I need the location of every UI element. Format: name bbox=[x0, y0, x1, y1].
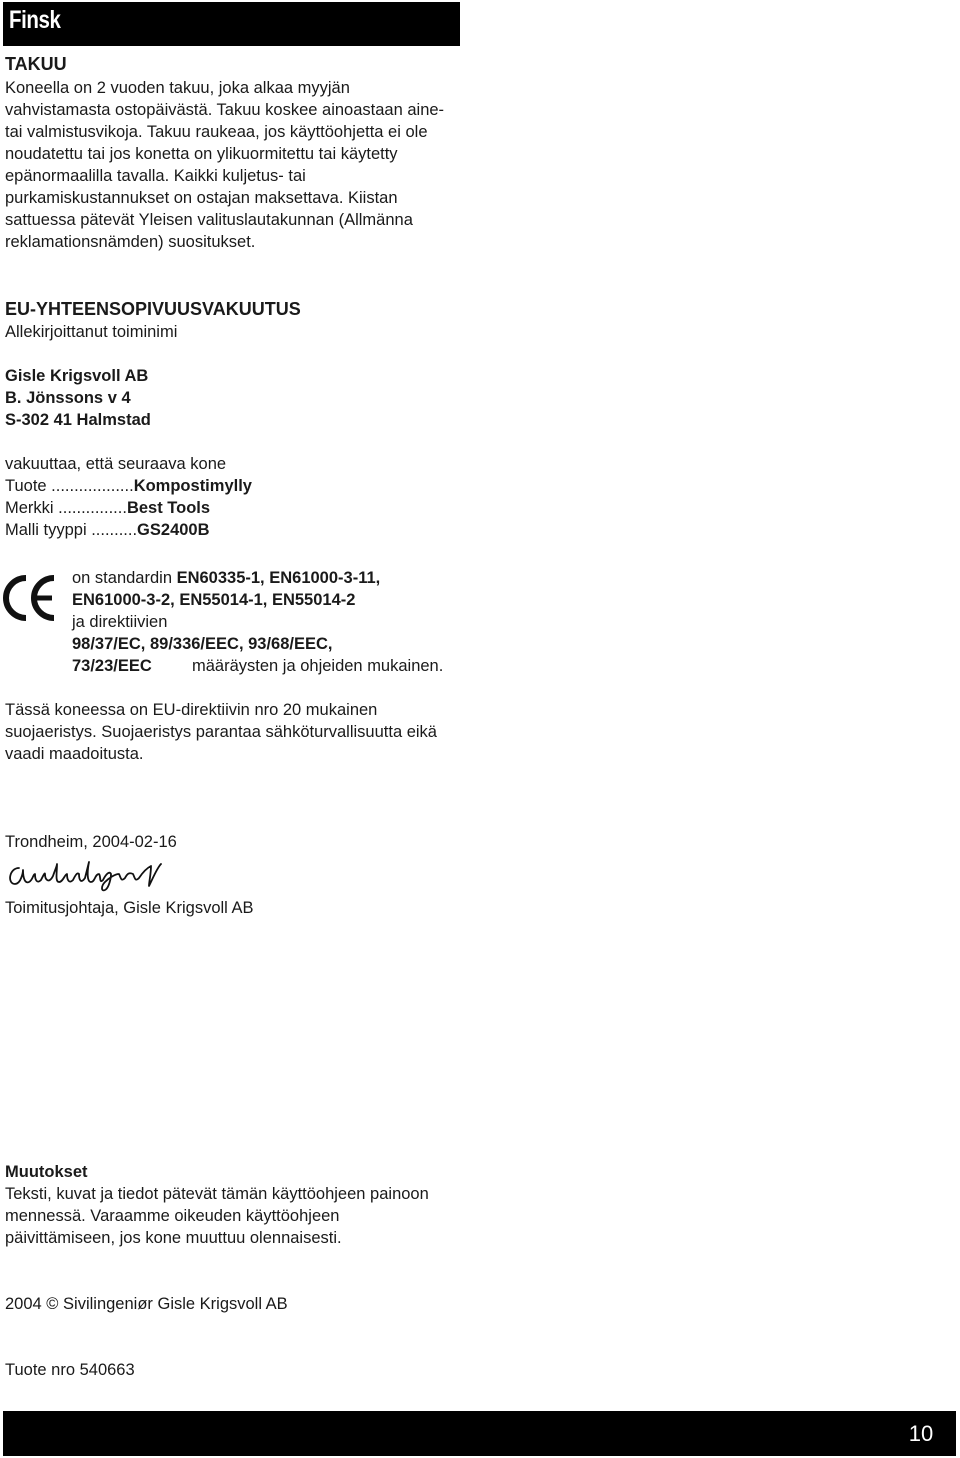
product-label: Tuote .................. bbox=[5, 477, 134, 495]
warranty-heading: TAKUU bbox=[5, 54, 67, 74]
copyright: 2004 © Sivilingeniør Gisle Krigsvoll AB bbox=[5, 1295, 288, 1313]
insulation-line: suojaeristys. Suojaeristys parantaa sähköturvallisuutta eikä bbox=[5, 723, 437, 741]
warranty-line: Koneella on 2 vuoden takuu, joka alkaa myyjän bbox=[5, 79, 350, 97]
page-language-title: Finsk bbox=[9, 6, 61, 34]
warranty-line: reklamationsnämden) suositukset. bbox=[5, 233, 256, 251]
model-value: GS2400B bbox=[137, 521, 210, 539]
warranty-line: noudatettu tai jos konetta on ylikuormitettu tai käytetty bbox=[5, 145, 398, 163]
directives-list-1: 98/37/EC, 89/336/EEC, 93/68/EEC, bbox=[72, 635, 333, 653]
warranty-line: vahvistamasta ostopäivästä. Takuu koskee ainoastaan aine- bbox=[5, 101, 445, 119]
directives-line-2 bbox=[72, 655, 443, 677]
warranty-line: epänormaalilla tavalla. Kaikki kuljetus- tai bbox=[5, 167, 306, 185]
company-address bbox=[5, 365, 151, 431]
declaration-intro: vakuuttaa, että seuraava kone bbox=[5, 455, 227, 473]
insulation-line: Tässä koneessa on EU-direktiivin nro 20 mukainen bbox=[5, 701, 378, 719]
warranty-line: purkamiskustannukset on ostajan maksettava. Kiistan bbox=[5, 189, 398, 207]
header-bar bbox=[3, 2, 460, 46]
standards-block bbox=[72, 567, 443, 677]
page-number: 10 bbox=[908, 1421, 934, 1446]
model-label: Malli tyyppi .......... bbox=[5, 521, 138, 539]
signer-title: Toimitusjohtaja, Gisle Krigsvoll AB bbox=[5, 899, 254, 917]
changes-heading: Muutokset bbox=[5, 1163, 88, 1181]
changes-text bbox=[5, 1183, 429, 1249]
product-number: Tuote nro 540663 bbox=[5, 1361, 135, 1379]
standards-list-1: EN60335-1, EN61000-3-11, bbox=[176, 569, 381, 587]
changes-line: Teksti, kuvat ja tiedot pätevät tämän käyttöohjeen painoon bbox=[5, 1185, 429, 1203]
changes-line: mennessä. Varaamme oikeuden käyttöohjeen bbox=[5, 1207, 340, 1225]
insulation-text bbox=[5, 699, 437, 765]
brand-value: Best Tools bbox=[126, 499, 211, 517]
insulation-line: vaadi maadoitusta. bbox=[5, 745, 144, 763]
directives-label: ja direktiivien bbox=[72, 613, 168, 631]
product-value: Kompostimylly bbox=[133, 477, 252, 495]
machine-details bbox=[5, 453, 252, 541]
footer-bar bbox=[3, 1411, 956, 1456]
declaration-subtitle: Allekirjoittanut toiminimi bbox=[5, 323, 178, 341]
model-row bbox=[5, 519, 252, 541]
standards-prefix: on standardin bbox=[72, 569, 177, 587]
standards-line-1 bbox=[72, 567, 443, 589]
warranty-line: tai valmistusvikoja. Takuu raukeaa, jos käyttöohjetta ei ole bbox=[5, 123, 428, 141]
ce-mark-icon bbox=[2, 572, 58, 624]
company-street: B. Jönssons v 4 bbox=[5, 389, 131, 407]
place-date: Trondheim, 2004-02-16 bbox=[5, 833, 177, 851]
signature-icon bbox=[5, 858, 165, 892]
declaration-heading: EU-YHTEENSOPIVUUSVAKUUTUS bbox=[5, 299, 301, 319]
company-city: S-302 41 Halmstad bbox=[5, 411, 151, 429]
company-name: Gisle Krigsvoll AB bbox=[5, 367, 149, 385]
changes-line: päivittämiseen, jos kone muuttuu olennaisesti. bbox=[5, 1229, 342, 1247]
warranty-line: sattuessa pätevät Yleisen valituslautakunnan (Allmänna bbox=[5, 211, 413, 229]
directives-suffix: määräysten ja ohjeiden mukainen. bbox=[192, 657, 444, 675]
product-row bbox=[5, 475, 252, 497]
warranty-text bbox=[5, 77, 444, 253]
brand-row bbox=[5, 497, 252, 519]
brand-label: Merkki ............... bbox=[5, 499, 127, 517]
directives-list-2: 73/23/EEC bbox=[72, 657, 152, 675]
standards-list-2: EN61000-3-2, EN55014-1, EN55014-2 bbox=[72, 591, 356, 609]
